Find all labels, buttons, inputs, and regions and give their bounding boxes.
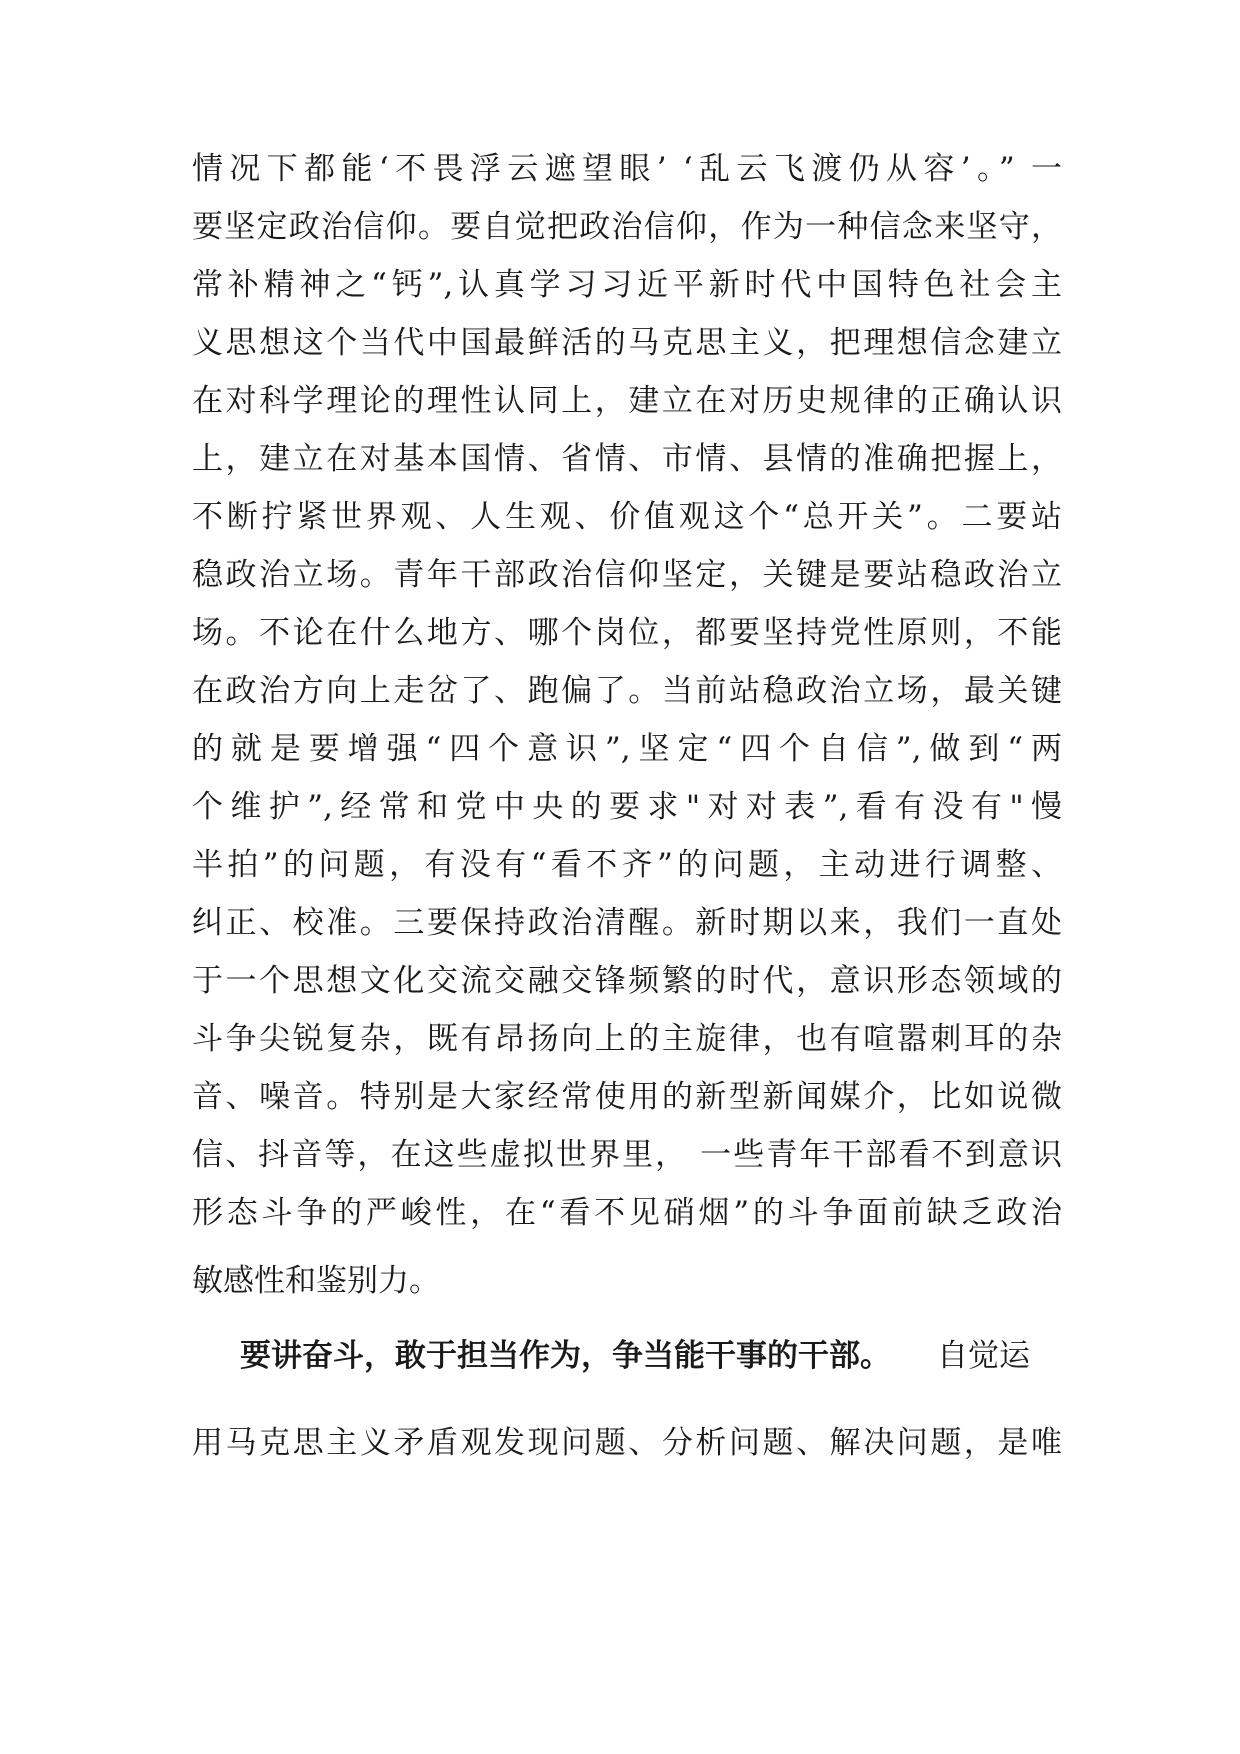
body-text-line: 斗争尖锐复杂，既有昂扬向上的主旋律，也有喧嚣刺耳的杂 <box>192 1021 1062 1057</box>
body-text-line: 信、抖音等，在这些虚拟世界里， 一些青年干部看不到意识 <box>192 1137 1062 1173</box>
body-text-line: 的就是要增强“四个意识”,坚定“四个自信”,做到“两 <box>192 731 1062 767</box>
body-text-line: 半拍”的问题，有没有“看不齐”的问题，主动进行调整、 <box>192 847 1062 883</box>
body-text-line: 个维护”,经常和党中央的要求"对对表”,看有没有"慢 <box>192 789 1062 825</box>
body-text-line: 于一个思想文化交流交融交锋频繁的时代，意识形态领域的 <box>192 963 1062 999</box>
paragraph-last-line: 敏感性和鉴别力。 <box>192 1263 440 1299</box>
body-text-line: 常补精神之“钙”,认真学习习近平新时代中国特色社会主 <box>192 267 1062 303</box>
body-text-line: 在对科学理论的理性认同上，建立在对历史规律的正确认识 <box>192 383 1062 419</box>
body-text-line: 情况下都能‘不畏浮云遮望眼’ ‘乱云飞渡仍从容’。” 一 <box>192 151 1062 187</box>
heading-continuation: 自觉运 <box>937 1338 1030 1374</box>
body-text-line: 场。不论在什么地方、哪个岗位，都要坚持党性原则，不能 <box>192 615 1062 651</box>
body-text-line: 纠正、校准。三要保持政治清醒。新时期以来，我们一直处 <box>192 905 1062 941</box>
body-text-line: 在政治方向上走岔了、跑偏了。当前站稳政治立场，最关键 <box>192 673 1062 709</box>
section-heading-line <box>240 1328 1062 1384</box>
body-text-line: 稳政治立场。青年干部政治信仰坚定，关键是要站稳政治立 <box>192 557 1062 593</box>
section-heading: 要讲奋斗，敢于担当作为，争当能干事的干部。 <box>240 1338 891 1374</box>
body-text-line: 形态斗争的严峻性，在“看不见硝烟”的斗争面前缺乏政治 <box>192 1195 1062 1231</box>
body-text-line: 上，建立在对基本国情、省情、市情、县情的准确把握上， <box>192 441 1062 477</box>
body-text-line: 音、噪音。特别是大家经常使用的新型新闻媒介，比如说微 <box>192 1079 1062 1115</box>
body-text-line: 要坚定政治信仰。要自觉把政治信仰，作为一种信念来坚守， <box>192 209 1062 245</box>
body-text-line: 用马克思主义矛盾观发现问题、分析问题、解决问题，是唯 <box>192 1425 1062 1461</box>
body-text-line: 义思想这个当代中国最鲜活的马克思主义，把理想信念建立 <box>192 325 1062 361</box>
body-text-line: 不断拧紧世界观、人生观、价值观这个“总开关”。二要站 <box>192 499 1062 535</box>
